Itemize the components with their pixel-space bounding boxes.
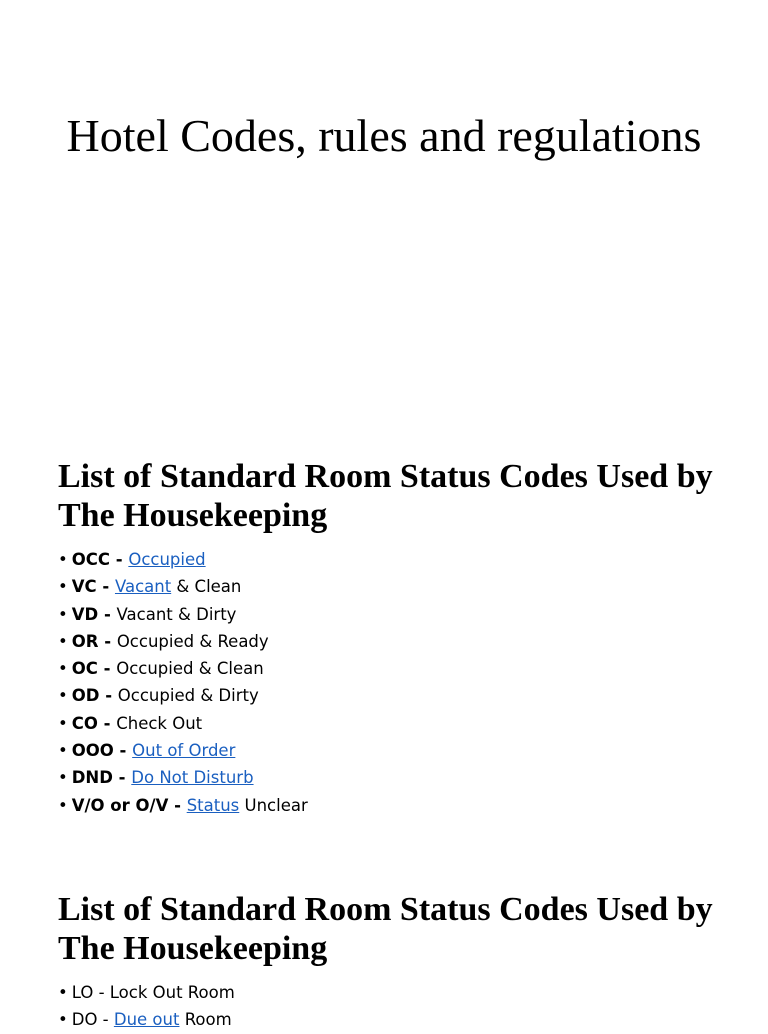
status-description: & Clean — [171, 577, 242, 597]
bullet: • — [58, 713, 68, 733]
bullet: • — [58, 686, 68, 706]
status-code: OCC - — [71, 550, 129, 569]
status-code: VC - — [71, 577, 115, 597]
status-code: OD - — [71, 686, 118, 706]
list-item-or — [58, 628, 738, 655]
status-code: OR - — [71, 631, 117, 651]
bullet: • — [58, 1010, 68, 1030]
status-description: Occupied & Dirty — [117, 686, 259, 706]
status-link[interactable]: Status — [186, 795, 240, 815]
occupied-link[interactable]: Occupied — [128, 550, 206, 569]
bullet: • — [58, 768, 68, 788]
bullet: • — [58, 795, 68, 815]
do-not-disturb-link[interactable]: Do Not Disturb — [131, 768, 254, 788]
status-code: VD - — [71, 604, 117, 624]
document-title: Hotel Codes, rules and regulations — [66, 110, 702, 161]
status-description: Check Out — [116, 713, 203, 733]
status-code: CO - — [71, 713, 117, 733]
status-description: Unclear — [239, 795, 308, 815]
status-code: DO - — [71, 1010, 114, 1030]
status-description: LO - Lock Out Room — [71, 983, 235, 1002]
due-out-link[interactable]: Due out — [113, 1010, 180, 1030]
status-description: Occupied & Ready — [116, 631, 269, 651]
status-code-list — [58, 979, 738, 1034]
list-item-vo-ov — [58, 792, 738, 819]
list-item-vc — [58, 573, 738, 600]
bullet: • — [58, 631, 68, 651]
list-item-dnd — [58, 764, 738, 791]
list-item-od — [58, 682, 738, 709]
list-item-vd — [58, 601, 738, 628]
bullet: • — [58, 659, 68, 679]
status-code-list — [58, 546, 738, 819]
list-item-ooo — [58, 737, 738, 764]
list-item-do — [58, 1006, 738, 1033]
room-status-section-continued — [58, 890, 738, 1034]
list-item-occ — [58, 546, 738, 573]
status-code: DND - — [71, 768, 132, 788]
bullet: • — [58, 577, 68, 597]
section-heading: List of Standard Room Status Codes Used by The Housekeeping — [58, 458, 713, 534]
bullet: • — [58, 550, 68, 569]
status-description: Vacant & Dirty — [116, 604, 237, 624]
bullet: • — [58, 604, 68, 624]
bullet: • — [58, 741, 68, 761]
list-item-co — [58, 710, 738, 737]
status-code: OC - — [71, 659, 117, 679]
status-code: OOO - — [71, 741, 133, 761]
status-description: Room — [179, 1010, 232, 1030]
room-status-section — [58, 457, 738, 819]
list-item-lo — [58, 979, 738, 1006]
vacant-link[interactable]: Vacant — [114, 577, 172, 597]
status-description: Occupied & Clean — [116, 659, 264, 679]
status-code: V/O or O/V - — [71, 795, 187, 815]
bullet: • — [58, 983, 68, 1002]
section-heading: List of Standard Room Status Codes Used by The Housekeeping — [58, 891, 713, 967]
out-of-order-link[interactable]: Out of Order — [132, 741, 236, 761]
list-item-oc — [58, 655, 738, 682]
